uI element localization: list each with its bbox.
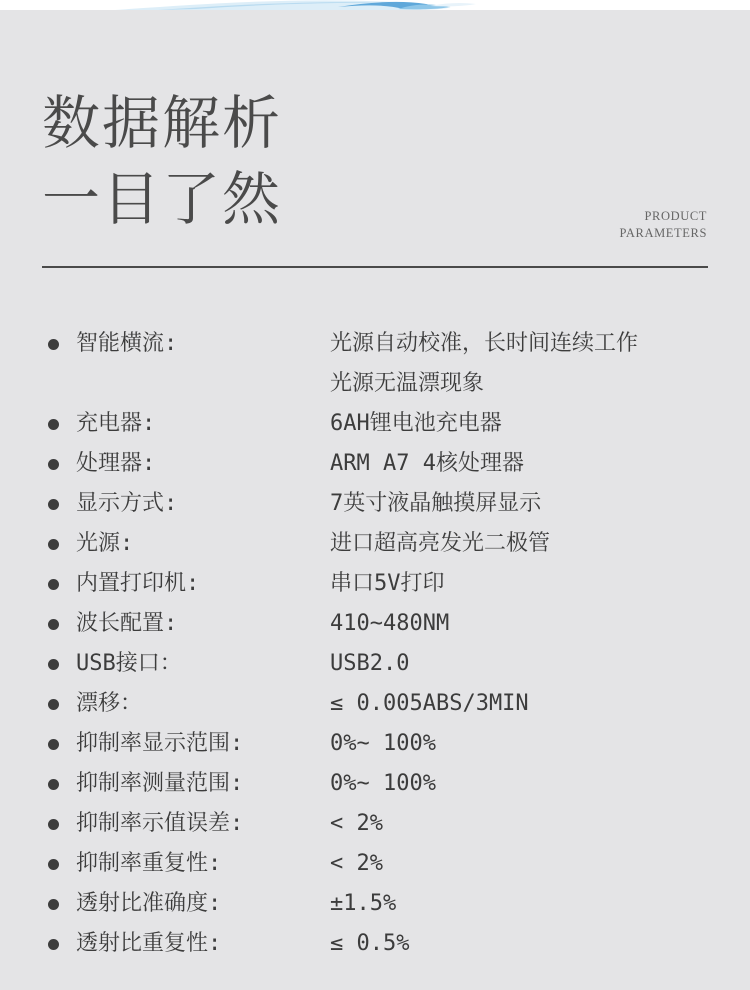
page-subtitle-en xyxy=(619,208,707,242)
spec-value xyxy=(330,844,722,884)
spec-value-line: 进口超高亮发光二极管 xyxy=(330,531,551,556)
spec-value-line: < 2% xyxy=(330,811,383,836)
spec-label: 抑制率示值误差: xyxy=(76,811,244,836)
bullet-icon xyxy=(48,659,59,670)
spec-row xyxy=(48,844,722,884)
spec-label: 抑制率显示范围: xyxy=(76,731,244,756)
spec-value-line: 6AH锂电池充电器 xyxy=(330,411,502,436)
spec-value-line: 光源无温漂现象 xyxy=(330,371,485,396)
spec-value xyxy=(330,724,722,764)
spec-value-line: ARM A7 4核处理器 xyxy=(330,451,524,476)
spec-label: 波长配置: xyxy=(76,611,178,636)
bullet-icon xyxy=(48,619,59,630)
spec-value xyxy=(330,484,722,524)
spec-label: 透射比重复性: xyxy=(76,931,222,956)
spec-value xyxy=(330,684,722,724)
spec-label: 漂移： xyxy=(76,691,143,716)
page-title-line1: 数据解析 xyxy=(42,91,283,156)
spec-list xyxy=(48,324,722,964)
page-title xyxy=(42,86,282,238)
spec-value xyxy=(330,644,722,684)
spec-label: 处理器: xyxy=(76,451,156,476)
spec-value-line: 串口5V打印 xyxy=(330,571,445,596)
spec-label: USB接口： xyxy=(76,651,182,676)
spec-value xyxy=(330,404,722,444)
spec-label: 内置打印机: xyxy=(76,571,200,596)
page-subtitle-line1: PRODUCT xyxy=(644,209,707,223)
spec-row xyxy=(48,684,722,724)
bullet-icon xyxy=(48,459,59,470)
spec-label: 抑制率重复性: xyxy=(76,851,222,876)
spec-value-line: 0%~ 100% xyxy=(330,731,436,756)
spec-row xyxy=(48,724,722,764)
bullet-icon xyxy=(48,539,59,550)
spec-value-line: 7英寸液晶触摸屏显示 xyxy=(330,491,542,516)
bullet-icon xyxy=(48,699,59,710)
spec-value xyxy=(330,564,722,604)
spec-value-line: 光源自动校准，长时间连续工作 xyxy=(330,331,639,356)
spec-value-line: ≤ 0.5% xyxy=(330,931,410,956)
bullet-icon xyxy=(48,419,59,430)
top-decoration-strip xyxy=(0,0,750,10)
bullet-icon xyxy=(48,939,59,950)
bullet-icon xyxy=(48,339,59,350)
spec-row xyxy=(48,444,722,484)
spec-value-line: 0%~ 100% xyxy=(330,771,436,796)
bullet-icon xyxy=(48,859,59,870)
spec-row xyxy=(48,484,722,524)
spec-row xyxy=(48,604,722,644)
spec-value xyxy=(330,604,722,644)
spec-row xyxy=(48,324,722,404)
spec-value-line: ±1.5% xyxy=(330,891,397,916)
bullet-icon xyxy=(48,579,59,590)
page-title-line2: 一目了然 xyxy=(42,167,283,232)
spec-row xyxy=(48,644,722,684)
spec-row xyxy=(48,884,722,924)
bullet-icon xyxy=(48,899,59,910)
title-divider xyxy=(42,266,708,268)
spec-row xyxy=(48,764,722,804)
bullet-icon xyxy=(48,499,59,510)
spec-label: 光源: xyxy=(76,531,134,556)
spec-value xyxy=(330,764,722,804)
bullet-icon xyxy=(48,819,59,830)
spec-value xyxy=(330,324,722,404)
spec-value-line: USB2.0 xyxy=(330,651,410,676)
spec-label: 显示方式: xyxy=(76,491,178,516)
spec-value-line: < 2% xyxy=(330,851,383,876)
spec-value-line: ≤ 0.005ABS/3MIN xyxy=(330,691,529,716)
bullet-icon xyxy=(48,779,59,790)
spec-value xyxy=(330,884,722,924)
page-subtitle-line2: PARAMETERS xyxy=(619,226,707,240)
spec-label: 智能横流: xyxy=(76,331,178,356)
spec-label: 充电器: xyxy=(76,411,156,436)
spec-value xyxy=(330,444,722,484)
spec-value xyxy=(330,524,722,564)
spec-value xyxy=(330,804,722,844)
spec-row xyxy=(48,924,722,964)
spec-row xyxy=(48,564,722,604)
spec-row xyxy=(48,804,722,844)
spec-label: 透射比准确度: xyxy=(76,891,222,916)
spec-row xyxy=(48,524,722,564)
spec-label: 抑制率测量范围: xyxy=(76,771,244,796)
spec-value xyxy=(330,924,722,964)
bullet-icon xyxy=(48,739,59,750)
swoosh-icon xyxy=(0,0,750,10)
spec-value-line: 410~480NM xyxy=(330,611,450,636)
spec-row xyxy=(48,404,722,444)
